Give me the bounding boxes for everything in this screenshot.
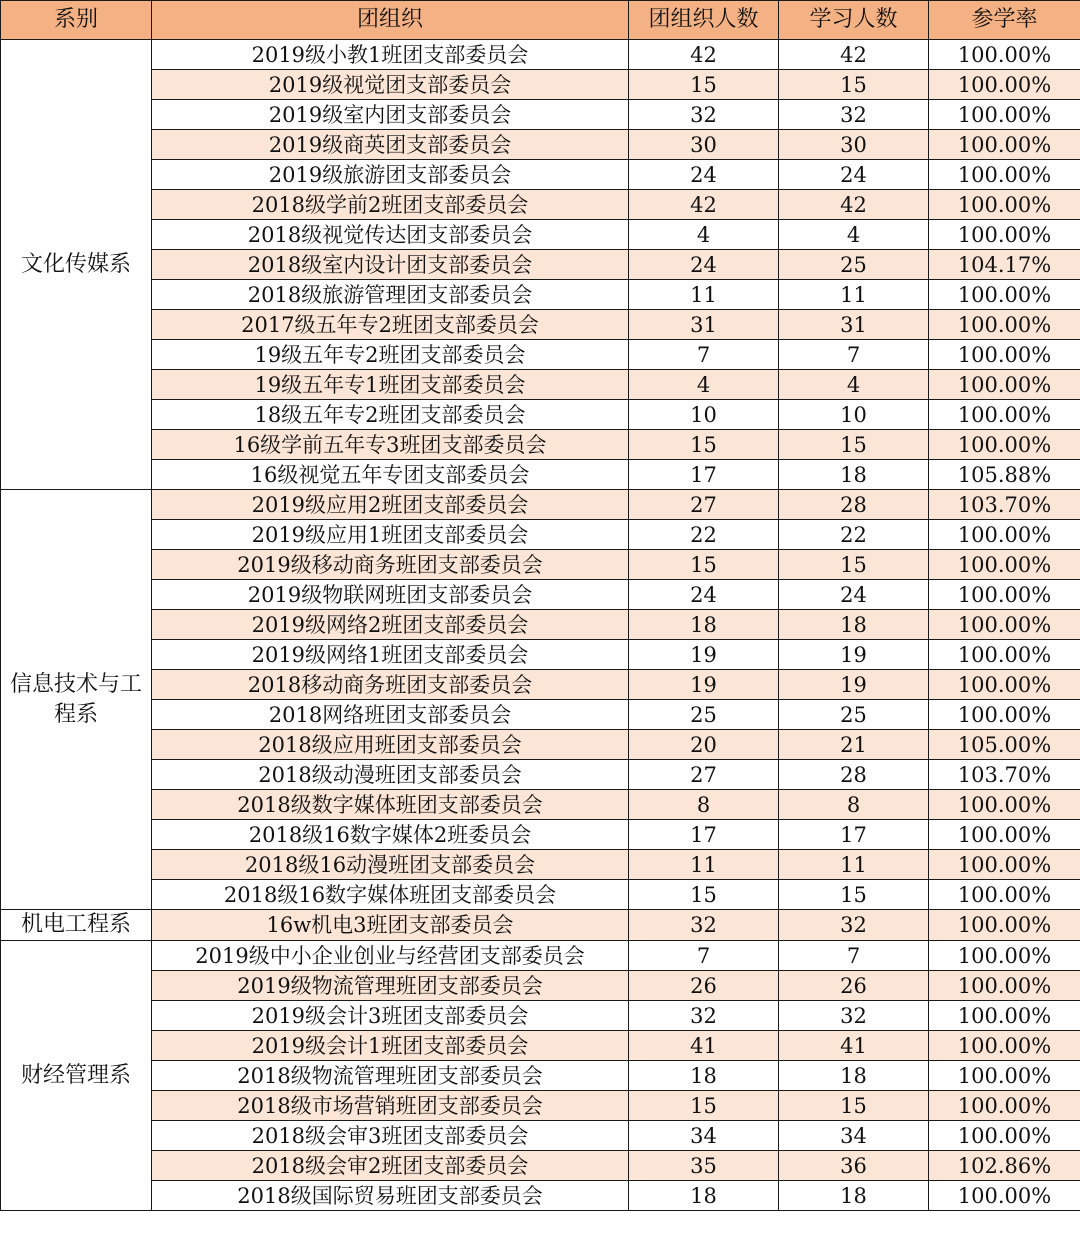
members-cell: 19 (629, 670, 779, 700)
learners-cell: 11 (779, 280, 929, 310)
rate-cell: 100.00% (929, 580, 1080, 610)
table-body (1, 40, 1080, 1211)
learners-cell: 19 (779, 640, 929, 670)
table-row (1, 100, 1080, 130)
rate-cell: 100.00% (929, 220, 1080, 250)
learners-cell: 42 (779, 190, 929, 220)
org-cell: 2018级市场营销班团支部委员会 (152, 1091, 629, 1121)
rate-cell: 100.00% (929, 640, 1080, 670)
members-cell: 8 (629, 790, 779, 820)
rate-cell: 102.86% (929, 1151, 1080, 1181)
learners-cell: 4 (779, 220, 929, 250)
learners-cell: 32 (779, 100, 929, 130)
members-cell: 24 (629, 160, 779, 190)
learners-cell: 8 (779, 790, 929, 820)
table-row (1, 340, 1080, 370)
learners-cell: 34 (779, 1121, 929, 1151)
org-cell: 2019级室内团支部委员会 (152, 100, 629, 130)
table-row (1, 1001, 1080, 1031)
learners-cell: 22 (779, 520, 929, 550)
members-cell: 32 (629, 1001, 779, 1031)
org-cell: 2019级物流管理班团支部委员会 (152, 971, 629, 1001)
members-cell: 42 (629, 40, 779, 70)
members-cell: 32 (629, 910, 779, 941)
table-row (1, 250, 1080, 280)
org-cell: 2017级五年专2班团支部委员会 (152, 310, 629, 340)
table-row (1, 850, 1080, 880)
members-cell: 32 (629, 100, 779, 130)
org-cell: 2019级旅游团支部委员会 (152, 160, 629, 190)
learners-cell: 4 (779, 370, 929, 400)
org-cell: 2018级国际贸易班团支部委员会 (152, 1181, 629, 1211)
table-row (1, 400, 1080, 430)
rate-cell: 100.00% (929, 100, 1080, 130)
learners-cell: 36 (779, 1151, 929, 1181)
members-cell: 27 (629, 760, 779, 790)
org-cell: 2018级旅游管理团支部委员会 (152, 280, 629, 310)
org-cell: 2019级移动商务班团支部委员会 (152, 550, 629, 580)
learners-cell: 25 (779, 250, 929, 280)
members-cell: 19 (629, 640, 779, 670)
rate-cell: 105.00% (929, 730, 1080, 760)
members-cell: 25 (629, 700, 779, 730)
org-cell: 2019级网络1班团支部委员会 (152, 640, 629, 670)
table-row (1, 640, 1080, 670)
rate-cell: 100.00% (929, 971, 1080, 1001)
learners-cell: 7 (779, 340, 929, 370)
members-cell: 17 (629, 460, 779, 490)
rate-cell: 100.00% (929, 400, 1080, 430)
rate-cell: 100.00% (929, 1001, 1080, 1031)
org-cell: 2018级数字媒体班团支部委员会 (152, 790, 629, 820)
org-cell: 2018级视觉传达团支部委员会 (152, 220, 629, 250)
members-cell: 7 (629, 340, 779, 370)
learners-cell: 28 (779, 490, 929, 520)
header-org: 团组织 (152, 1, 629, 40)
org-cell: 2018级会审2班团支部委员会 (152, 1151, 629, 1181)
rate-cell: 100.00% (929, 1061, 1080, 1091)
learners-cell: 15 (779, 70, 929, 100)
learners-cell: 15 (779, 880, 929, 910)
org-cell: 2018网络班团支部委员会 (152, 700, 629, 730)
table-row (1, 700, 1080, 730)
rate-cell: 100.00% (929, 670, 1080, 700)
rate-cell: 100.00% (929, 1121, 1080, 1151)
members-cell: 17 (629, 820, 779, 850)
table-row (1, 820, 1080, 850)
members-cell: 15 (629, 430, 779, 460)
learners-cell: 15 (779, 550, 929, 580)
learners-cell: 25 (779, 700, 929, 730)
org-cell: 2019级会计1班团支部委员会 (152, 1031, 629, 1061)
members-cell: 15 (629, 880, 779, 910)
rate-cell: 100.00% (929, 520, 1080, 550)
learners-cell: 26 (779, 971, 929, 1001)
table-row (1, 310, 1080, 340)
header-rate: 参学率 (929, 1, 1080, 40)
org-cell: 2019级小教1班团支部委员会 (152, 40, 629, 70)
rate-cell: 105.88% (929, 460, 1080, 490)
table-row (1, 40, 1080, 70)
rate-cell: 100.00% (929, 130, 1080, 160)
members-cell: 18 (629, 1181, 779, 1211)
learners-cell: 42 (779, 40, 929, 70)
learners-cell: 21 (779, 730, 929, 760)
org-cell: 16级学前五年专3班团支部委员会 (152, 430, 629, 460)
learners-cell: 28 (779, 760, 929, 790)
table-row (1, 670, 1080, 700)
org-cell: 19级五年专1班团支部委员会 (152, 370, 629, 400)
rate-cell: 100.00% (929, 941, 1080, 971)
members-cell: 27 (629, 490, 779, 520)
members-cell: 24 (629, 250, 779, 280)
header-members: 团组织人数 (629, 1, 779, 40)
table-row (1, 130, 1080, 160)
rate-cell: 100.00% (929, 700, 1080, 730)
learners-cell: 41 (779, 1031, 929, 1061)
rate-cell: 100.00% (929, 370, 1080, 400)
org-cell: 2019级视觉团支部委员会 (152, 70, 629, 100)
table-row (1, 70, 1080, 100)
rate-cell: 100.00% (929, 280, 1080, 310)
learners-cell: 24 (779, 160, 929, 190)
learners-cell: 17 (779, 820, 929, 850)
rate-cell: 100.00% (929, 1181, 1080, 1211)
rate-cell: 100.00% (929, 880, 1080, 910)
table-row (1, 1181, 1080, 1211)
department-cell: 信息技术与工程系 (1, 490, 152, 910)
table-row (1, 760, 1080, 790)
members-cell: 26 (629, 971, 779, 1001)
org-cell: 2019级商英团支部委员会 (152, 130, 629, 160)
table-row (1, 610, 1080, 640)
org-cell: 2018级应用班团支部委员会 (152, 730, 629, 760)
table-row (1, 160, 1080, 190)
table-row (1, 220, 1080, 250)
members-cell: 42 (629, 190, 779, 220)
learners-cell: 15 (779, 430, 929, 460)
learners-cell: 30 (779, 130, 929, 160)
members-cell: 11 (629, 850, 779, 880)
org-cell: 2019级会计3班团支部委员会 (152, 1001, 629, 1031)
rate-cell: 100.00% (929, 550, 1080, 580)
rate-cell: 100.00% (929, 40, 1080, 70)
learners-cell: 18 (779, 1061, 929, 1091)
members-cell: 31 (629, 310, 779, 340)
rate-cell: 100.00% (929, 790, 1080, 820)
rate-cell: 100.00% (929, 1031, 1080, 1061)
members-cell: 18 (629, 610, 779, 640)
org-cell: 2018级16数字媒体2班委员会 (152, 820, 629, 850)
table-row (1, 280, 1080, 310)
header-row (1, 1, 1080, 40)
table-row (1, 1061, 1080, 1091)
org-cell: 19级五年专2班团支部委员会 (152, 340, 629, 370)
org-cell: 2018级动漫班团支部委员会 (152, 760, 629, 790)
learners-cell: 7 (779, 941, 929, 971)
table-row (1, 1031, 1080, 1061)
members-cell: 11 (629, 280, 779, 310)
table-row (1, 1151, 1080, 1181)
org-cell: 2019级应用2班团支部委员会 (152, 490, 629, 520)
org-cell: 2019级应用1班团支部委员会 (152, 520, 629, 550)
org-cell: 2019级物联网班团支部委员会 (152, 580, 629, 610)
members-cell: 18 (629, 1061, 779, 1091)
learners-cell: 18 (779, 460, 929, 490)
learners-cell: 15 (779, 1091, 929, 1121)
rate-cell: 100.00% (929, 610, 1080, 640)
members-cell: 4 (629, 220, 779, 250)
table-row (1, 550, 1080, 580)
table-row (1, 1091, 1080, 1121)
table-row (1, 370, 1080, 400)
table-row (1, 460, 1080, 490)
org-cell: 2019级网络2班团支部委员会 (152, 610, 629, 640)
rate-cell: 100.00% (929, 190, 1080, 220)
department-cell: 文化传媒系 (1, 40, 152, 490)
org-cell: 18级五年专2班团支部委员会 (152, 400, 629, 430)
org-cell: 16级视觉五年专团支部委员会 (152, 460, 629, 490)
table-row (1, 880, 1080, 910)
org-cell: 2018级室内设计团支部委员会 (152, 250, 629, 280)
learners-cell: 32 (779, 910, 929, 941)
department-cell: 财经管理系 (1, 941, 152, 1211)
members-cell: 15 (629, 70, 779, 100)
table-row (1, 490, 1080, 520)
rate-cell: 100.00% (929, 1091, 1080, 1121)
rate-cell: 100.00% (929, 160, 1080, 190)
rate-cell: 100.00% (929, 850, 1080, 880)
org-cell: 2018级16动漫班团支部委员会 (152, 850, 629, 880)
members-cell: 15 (629, 1091, 779, 1121)
table-row (1, 190, 1080, 220)
department-cell: 机电工程系 (1, 910, 152, 941)
members-cell: 7 (629, 941, 779, 971)
rate-cell: 100.00% (929, 910, 1080, 941)
members-cell: 20 (629, 730, 779, 760)
header-dept: 系别 (1, 1, 152, 40)
learners-cell: 18 (779, 1181, 929, 1211)
org-cell: 2019级中小企业创业与经营团支部委员会 (152, 941, 629, 971)
members-cell: 10 (629, 400, 779, 430)
table-row (1, 971, 1080, 1001)
table-row (1, 580, 1080, 610)
members-cell: 4 (629, 370, 779, 400)
table-row (1, 730, 1080, 760)
rate-cell: 100.00% (929, 70, 1080, 100)
members-cell: 24 (629, 580, 779, 610)
learners-cell: 10 (779, 400, 929, 430)
rate-cell: 100.00% (929, 820, 1080, 850)
members-cell: 35 (629, 1151, 779, 1181)
table-row (1, 941, 1080, 971)
rate-cell: 100.00% (929, 340, 1080, 370)
rate-cell: 100.00% (929, 430, 1080, 460)
org-cell: 16w机电3班团支部委员会 (152, 910, 629, 941)
table-row (1, 1121, 1080, 1151)
members-cell: 41 (629, 1031, 779, 1061)
members-cell: 15 (629, 550, 779, 580)
learners-cell: 24 (779, 580, 929, 610)
org-cell: 2018级物流管理班团支部委员会 (152, 1061, 629, 1091)
table-row (1, 520, 1080, 550)
learners-cell: 31 (779, 310, 929, 340)
learners-cell: 18 (779, 610, 929, 640)
header-learners: 学习人数 (779, 1, 929, 40)
table-row (1, 910, 1080, 941)
org-cell: 2018级会审3班团支部委员会 (152, 1121, 629, 1151)
members-cell: 30 (629, 130, 779, 160)
org-cell: 2018移动商务班团支部委员会 (152, 670, 629, 700)
table-row (1, 430, 1080, 460)
rate-cell: 100.00% (929, 310, 1080, 340)
members-cell: 34 (629, 1121, 779, 1151)
rate-cell: 103.70% (929, 490, 1080, 520)
members-cell: 22 (629, 520, 779, 550)
org-cell: 2018级16数字媒体班团支部委员会 (152, 880, 629, 910)
org-cell: 2018级学前2班团支部委员会 (152, 190, 629, 220)
table-row (1, 790, 1080, 820)
rate-cell: 103.70% (929, 760, 1080, 790)
learners-cell: 11 (779, 850, 929, 880)
rate-cell: 104.17% (929, 250, 1080, 280)
learners-cell: 19 (779, 670, 929, 700)
learners-cell: 32 (779, 1001, 929, 1031)
